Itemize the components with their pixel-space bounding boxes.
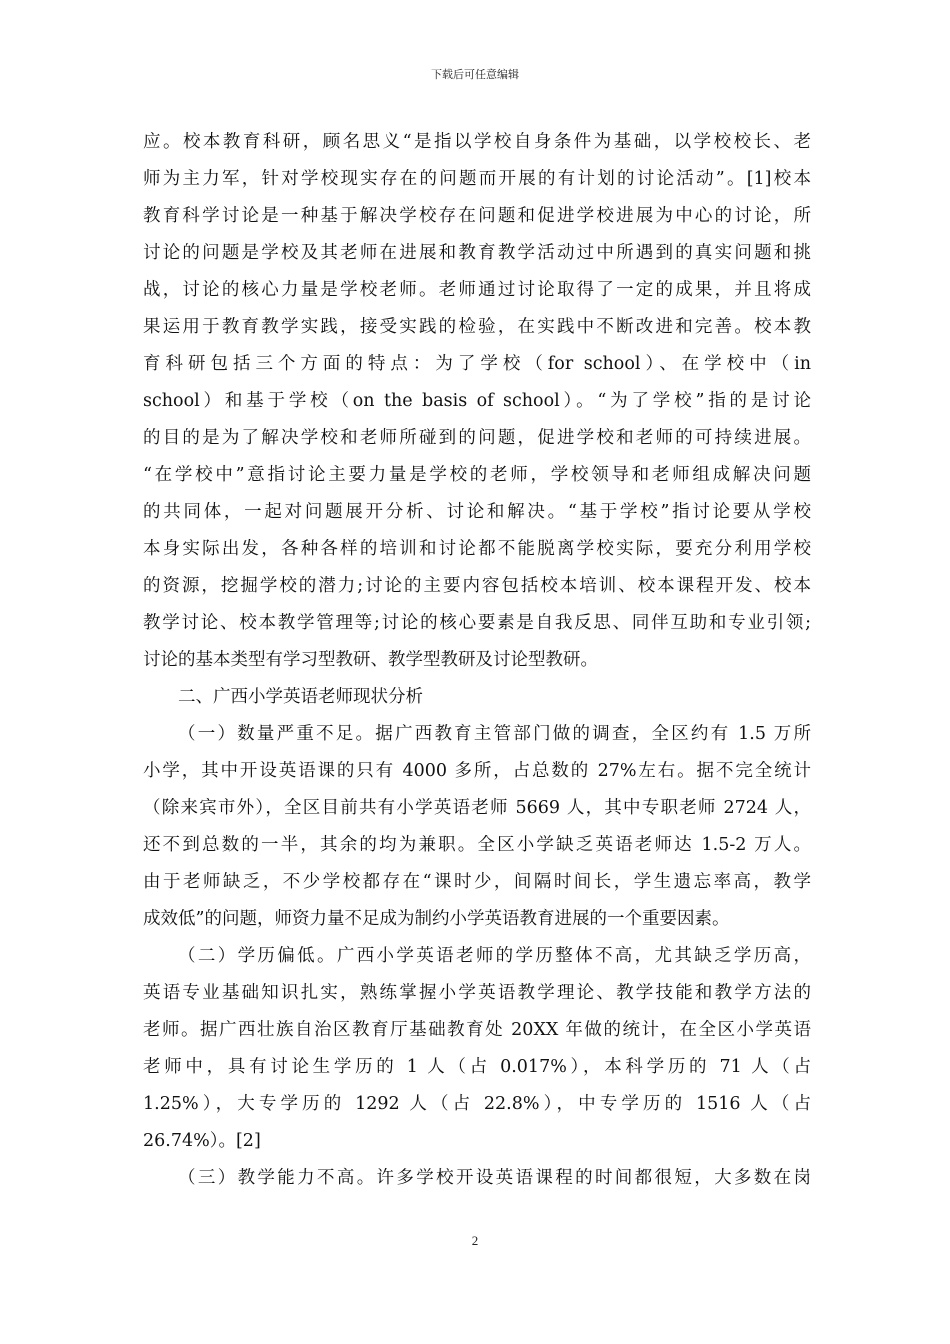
- text-line: （二）学历偏低。广西小学英语老师的学历整体不高，尤其缺乏学历高，: [178, 946, 811, 966]
- text-line: 由于老师缺乏，不少学校都存在“课时少，间隔时间长，学生遗忘率高，教学: [143, 872, 811, 892]
- text-line: （一）数量严重不足。据广西教育主管部门做的调查，全区约有 1.5 万所: [178, 724, 811, 744]
- page-header: 下载后可任意编辑: [431, 68, 519, 81]
- text-line: 教学讨论、校本教学管理等;讨论的核心要素是自我反思、同伴互助和专业引领;: [143, 613, 811, 633]
- text-line: “在学校中”意指讨论主要力量是学校的老师，学校领导和老师组成解决问题: [143, 465, 811, 485]
- text-line: 讨论的基本类型有学习型教研、教学型教研及讨论型教研。: [143, 650, 598, 670]
- text-line: 的共同体，一起对问题展开分析、讨论和解决。“基于学校”指讨论要从学校: [143, 502, 811, 522]
- text-line: 老师。据广西壮族自治区教育厅基础教育处 20XX 年做的统计，在全区小学英语: [143, 1020, 811, 1040]
- text-line: 老师中，具有讨论生学历的 1 人（占 0.017%），本科学历的 71 人（占: [143, 1057, 811, 1077]
- text-line: 的资源，挖掘学校的潜力;讨论的主要内容包括校本培训、校本课程开发、校本: [143, 576, 811, 596]
- text-line: （三）教学能力不高。许多学校开设英语课程的时间都很短，大多数在岗: [178, 1168, 811, 1188]
- text-line: 成效低”的问题，师资力量不足成为制约小学英语教育进展的一个重要因素。: [143, 909, 730, 929]
- text-line: 应。校本教育科研，顾名思义“是指以学校自身条件为基础，以学校校长、老: [143, 132, 811, 152]
- text-line: （除来宾市外），全区目前共有小学英语老师 5669 人，其中专职老师 2724 人，: [143, 798, 811, 818]
- text-line: 育科研包括三个方面的特点：为了学校（for school）、在学校中（in: [143, 354, 811, 374]
- body-text: [143, 124, 811, 1197]
- text-line: 26.74%）。[2]: [143, 1131, 261, 1151]
- text-line: 本身实际出发，各种各样的培训和讨论都不能脱离学校实际，要充分利用学校: [143, 539, 811, 559]
- text-line: 师为主力军，针对学校现实存在的问题而开展的有计划的讨论活动”。[1]校本: [143, 169, 811, 189]
- text-line: 的目的是为了解决学校和老师所碰到的问题，促进学校和老师的可持续进展。: [143, 428, 811, 448]
- section-heading: 二、广西小学英语老师现状分析: [178, 687, 423, 707]
- text-line: 战，讨论的核心力量是学校老师。老师通过讨论取得了一定的成果，并且将成: [143, 280, 811, 300]
- text-line: 1.25%），大专学历的 1292 人（占 22.8%），中专学历的 1516 人（占: [143, 1094, 811, 1114]
- text-line: school）和基于学校（on the basis of school）。“为了学校”指的是讨论: [143, 391, 811, 411]
- text-line: 教育科学讨论是一种基于解决学校存在问题和促进学校进展为中心的讨论，所: [143, 206, 811, 226]
- page-number: 2: [471, 1233, 479, 1248]
- text-line: 小学，其中开设英语课的只有 4000 多所，占总数的 27%左右。据不完全统计: [143, 761, 811, 781]
- text-line: 果运用于教育教学实践，接受实践的检验，在实践中不断改进和完善。校本教: [143, 317, 811, 337]
- text-line: 英语专业基础知识扎实，熟练掌握小学英语教学理论、教学技能和教学方法的: [143, 983, 811, 1003]
- text-line: 还不到总数的一半，其余的均为兼职。全区小学缺乏英语老师达 1.5-2 万人。: [143, 835, 811, 855]
- text-line: 讨论的问题是学校及其老师在进展和教育教学活动过中所遇到的真实问题和挑: [143, 243, 811, 263]
